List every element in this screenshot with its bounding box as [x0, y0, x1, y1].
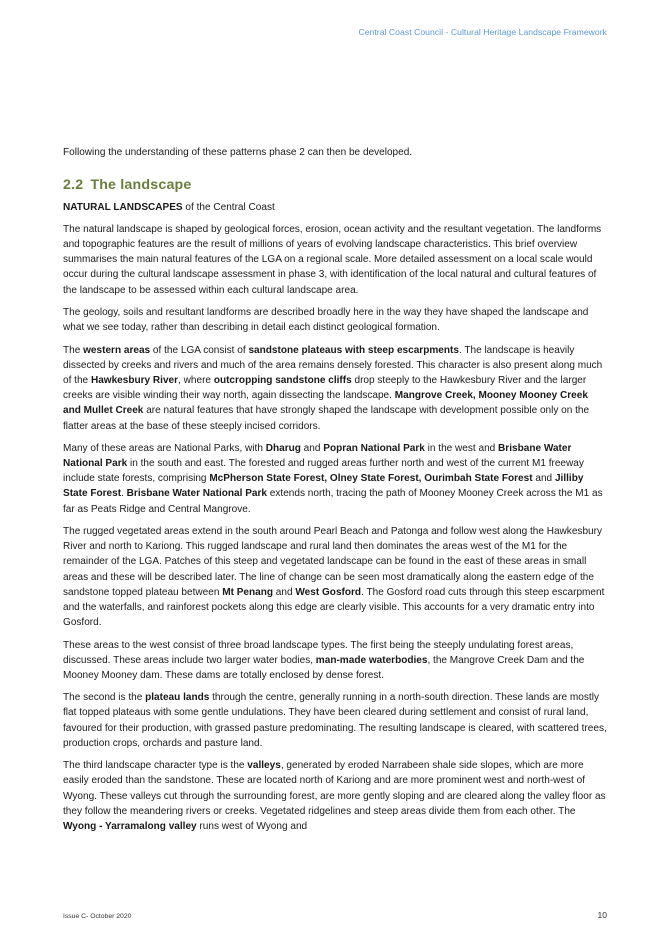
text-run: drop steeply to the Hawkesbury River and the larger creeks are visible winding their way north, again dissecting the landscape.: [63, 375, 587, 402]
text-run: are natural features that have strongly shaped the landscape with development possible only on the flatter areas at the base of these steeply incised corridors.: [63, 405, 590, 432]
body-paragraphs: [63, 222, 608, 834]
bold-term: Wyong - Yarramalong valley: [63, 820, 197, 832]
body-paragraph: [63, 441, 608, 516]
section-heading: [63, 176, 608, 194]
text-run: of the LGA consist of: [150, 345, 249, 357]
text-run: Many of these areas are National Parks, with: [63, 443, 266, 455]
subheading-rest: of the Central Coast: [182, 202, 275, 214]
bold-term: Hawkesbury River: [90, 375, 179, 387]
text-run: . The Gosford road cuts through this steep escarpment and the waterfalls, and rainforest pockets along this edge are clearly visible. This accounts for a very dramatic entry into Gosford.: [63, 586, 605, 628]
body-paragraph: [63, 343, 608, 434]
bold-term: Jilliby State Forest: [63, 473, 584, 500]
bold-term: man-made waterbodies: [315, 654, 428, 666]
text-run: . The landscape is heavily dissected by creeks and rivers and much of the area remains densely forested. This character is also present along much of the: [63, 345, 603, 387]
text-run: The second is the: [63, 692, 146, 704]
bold-term: Dharug: [265, 443, 301, 455]
text-run: and: [532, 473, 555, 485]
text-run: .: [121, 488, 127, 500]
text-run: The geology, soils and resultant landforms are described broadly here in the way they have shaped the landscape and what we see today, rather than describing in detail each distinct geological formation.: [63, 307, 589, 334]
text-run: , the Mangrove Creek Dam and the Mooney Mooney dam. These dams are totally enclosed by dense forest.: [63, 654, 585, 681]
body-paragraph: [63, 758, 608, 833]
bold-term: valleys: [247, 760, 281, 772]
bold-term: sandstone plateaus with steep escarpments: [248, 345, 459, 357]
bold-term: Brisbane Water National Park: [126, 488, 267, 500]
text-run: through the centre, generally running in a north-south direction. These lands are mostly flat topped plateaus with some gentle undulations. They have been cleared during settlement and consist of rural land, favoured for their production, with grassed pasture predominating. The resulting landscape is cleared, with scattered trees, production crops, orchards and pasture land.: [63, 692, 607, 749]
page-number: 10: [597, 910, 607, 920]
bold-term: Mangrove Creek, Mooney Mooney Creek and Mullet Creek: [63, 390, 588, 417]
text-run: The natural landscape is shaped by geological forces, erosion, ocean activity and the resultant vegetation. The landforms and topographic features are the result of millions of years of evolving landscape characteristics. This brief overview summarises the main natural features of the LGA on a regional scale. More detailed assessment on a local scale would occur during the cultural landscape assessment in phase 3, with identification of the local natural and cultural features of the landscape to be assessed within each cultural landscape area.: [63, 224, 602, 296]
text-run: runs west of Wyong and: [196, 820, 308, 832]
body-paragraph: [63, 524, 608, 630]
text-run: in the south and east. The forested and rugged areas further north and west of the current M1 freeway include state forests, comprising: [63, 458, 584, 485]
bold-term: Brisbane Water National Park: [63, 443, 572, 470]
lead-paragraph: Following the understanding of these patterns phase 2 can then be developed.: [63, 147, 413, 158]
text-run: and: [300, 443, 324, 455]
text-run: in the west and: [424, 443, 499, 455]
footer-issue: Issue C- October 2020: [63, 913, 132, 920]
text-run: , where: [178, 375, 214, 387]
body-paragraph: [63, 222, 608, 297]
text-run: The: [63, 345, 84, 357]
section-title: The landscape: [90, 177, 192, 194]
bold-term: Popran National Park: [323, 443, 425, 455]
text-run: , generated by eroded Narrabeen shale side slopes, which are more easily eroded than the sandstone. These are located north of Kariong and are more prominent west and north-west of Wyong. These valleys cut through the surrounding forest, are more gently sloping and are cleared along the valley floor as they follow the meandering rivers or creeks. Vegetated ridgelines and steep areas divide them from each other. The: [63, 760, 606, 817]
running-header: Central Coast Council - Cultural Heritage Landscape Framework: [358, 27, 607, 37]
subheading: [63, 200, 608, 215]
body-paragraph: [63, 690, 608, 750]
text-run: The rugged vegetated areas extend in the south around Pearl Beach and Patonga and follow west along the Hawkesbury River and north to Kariong. This rugged landscape and rural land then dominates the areas west of the M1 for the remainder of the LGA. Patches of this steep and vegetated landscape can be found in the east of these areas in small areas and these will be described later. The line of change can be seen most dramatically along the eastern edge of the sandstone topped plateau between: [63, 526, 602, 598]
text-run: These areas to the west consist of three broad landscape types. The first being the steeply undulating forest areas, discussed. These areas include two larger water bodies,: [63, 639, 574, 666]
section-number: 2.2: [63, 177, 84, 194]
bold-term: western areas: [83, 345, 151, 357]
subheading-bold: NATURAL LANDSCAPES: [63, 202, 183, 214]
page-body: [63, 145, 608, 841]
text-run: and: [273, 586, 296, 598]
bold-term: West Gosford: [295, 586, 362, 598]
body-paragraph: [63, 638, 608, 683]
body-paragraph: [63, 305, 608, 335]
text-run: The third landscape character type is the: [63, 760, 248, 772]
bold-term: outcropping sandstone cliffs: [213, 375, 352, 387]
text-run: extends north, tracing the path of Mooney Mooney Creek across the M1 as far as Peats Ridge and Central Mangrove.: [63, 488, 603, 515]
bold-term: McPherson State Forest, Olney State Forest, Ourimbah State Forest: [209, 473, 533, 485]
bold-term: plateau lands: [145, 692, 210, 704]
bold-term: Mt Penang: [222, 586, 274, 598]
